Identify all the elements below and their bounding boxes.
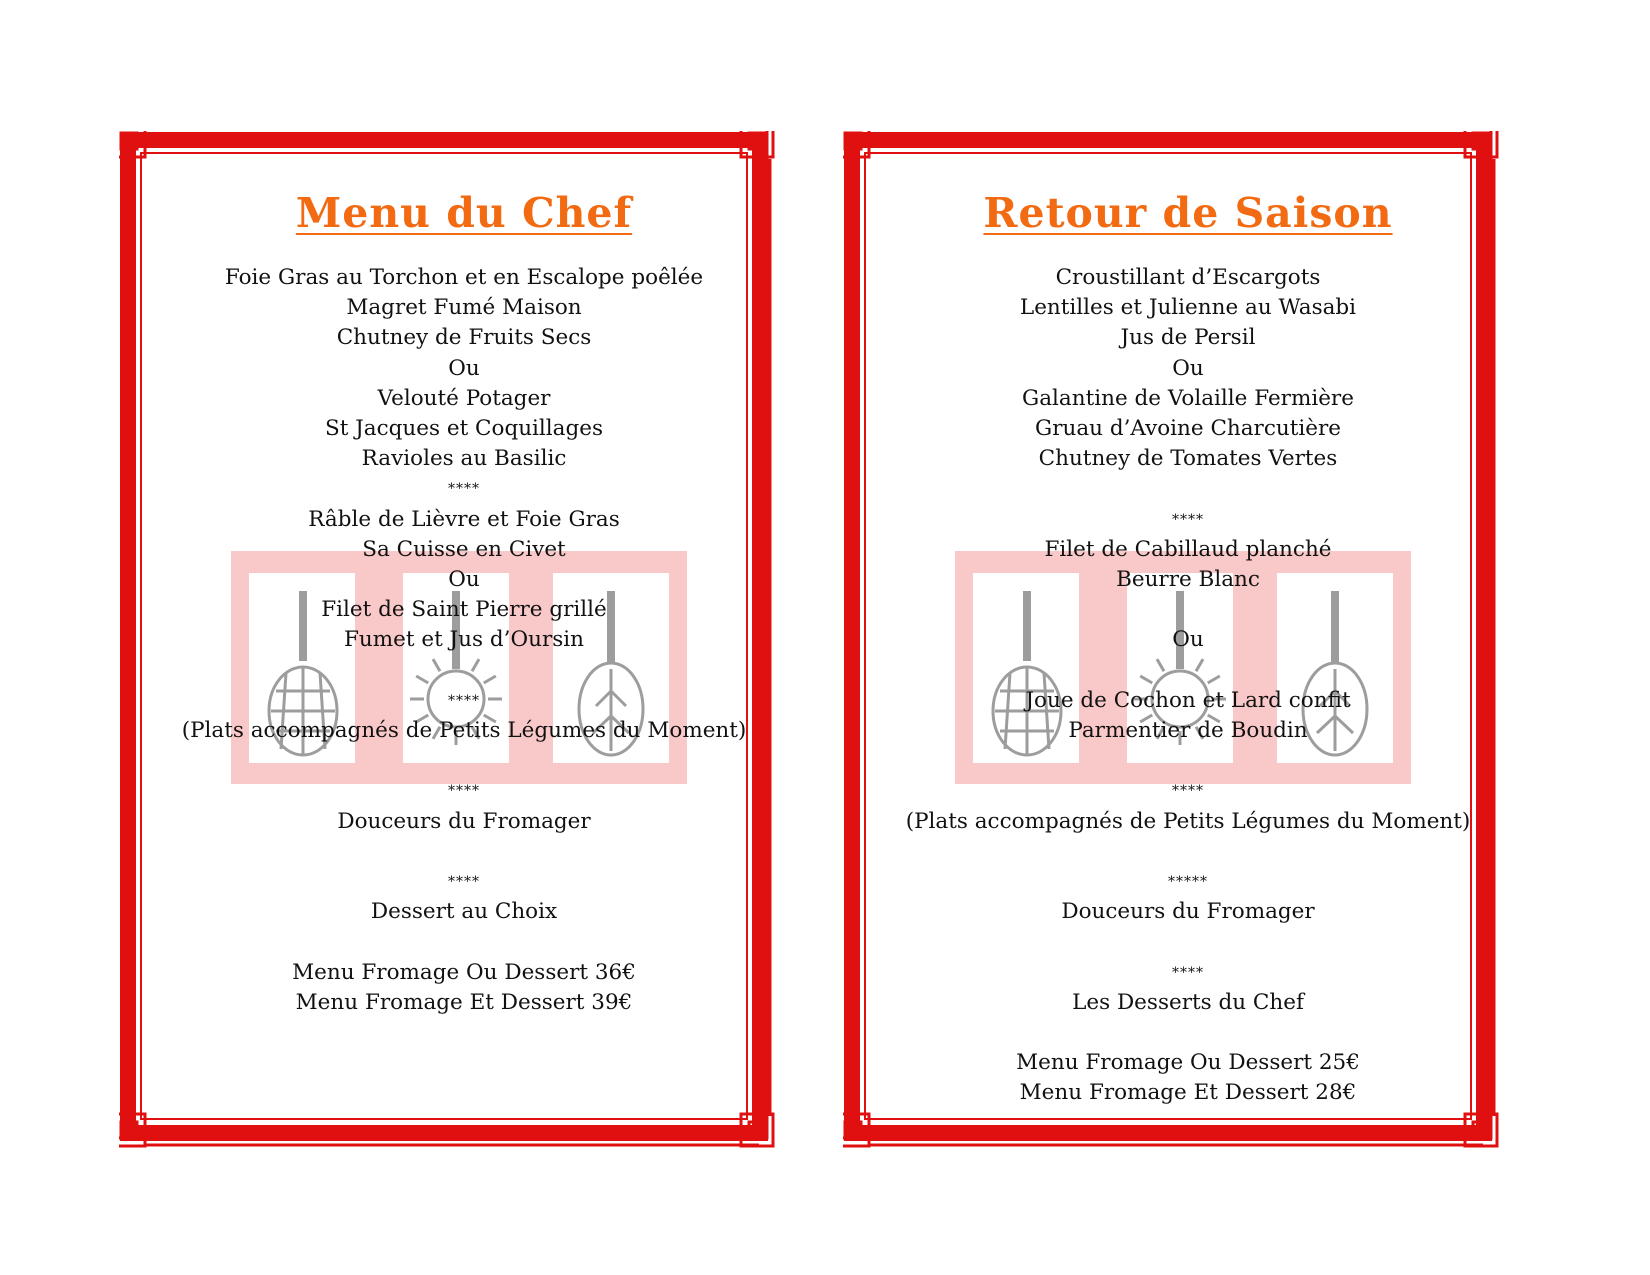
menu-lines	[873, 263, 1503, 1109]
menu-line: Menu Fromage Ou Dessert 25€	[1016, 1050, 1360, 1076]
menu-line: Foie Gras au Torchon et en Escalope poêlée	[224, 265, 704, 290]
separator-stars: ****	[1172, 783, 1204, 800]
menu-line: Parmentier de Boudin	[1068, 718, 1308, 743]
menu-card-chef	[119, 131, 809, 1211]
menu-line: Filet de Saint Pierre grillé	[321, 597, 607, 623]
blank-line	[149, 656, 779, 686]
menu-line: Ou	[448, 567, 480, 593]
menu-line: (Plats accompagnés de Petits Légumes du Moment)	[181, 718, 747, 744]
menu-line: Ou	[1172, 627, 1204, 653]
menu-line: Joue de Cochon et Lard confit	[1025, 687, 1351, 713]
separator-stars: ****	[448, 874, 480, 891]
menu-line: Magret Fumé Maison	[346, 295, 582, 321]
blank-line	[149, 927, 779, 957]
menu-line: Ou	[1172, 355, 1204, 381]
blank-line	[873, 1018, 1503, 1048]
blank-line	[873, 474, 1503, 504]
menu-content	[873, 185, 1503, 1109]
menu-line: Jus de Persil	[1120, 325, 1256, 351]
blank-line	[873, 927, 1503, 957]
menu-line: Velouté Potager	[377, 385, 551, 411]
blank-line	[149, 837, 779, 867]
menu-lines	[149, 263, 779, 1018]
blank-line	[873, 595, 1503, 625]
menu-line: Douceurs du Fromager	[1061, 899, 1315, 925]
menu-line: Menu Fromage Ou Dessert 36€	[292, 959, 636, 985]
menu-line: Douceurs du Fromager	[337, 808, 591, 834]
menu-line: Râble de Lièvre et Foie Gras	[308, 506, 620, 532]
menu-line: Chutney de Tomates Vertes	[1038, 446, 1338, 472]
menu-line: Galantine de Volaille Fermière	[1022, 385, 1354, 411]
separator-stars: ****	[448, 692, 480, 709]
blank-line	[149, 746, 779, 776]
menu-line: St Jacques et Coquillages	[324, 416, 604, 442]
menu-line: Dessert au Choix	[370, 899, 558, 925]
menu-line: Fumet et Jus d’Oursin	[344, 627, 584, 653]
blank-line	[873, 837, 1503, 867]
menu-line: Croustillant d’Escargots	[1055, 265, 1321, 290]
menu-line: Beurre Blanc	[1116, 567, 1260, 593]
separator-stars: ****	[448, 783, 480, 800]
separator-stars: ****	[448, 481, 480, 498]
menu-line: Menu Fromage Et Dessert 28€	[1019, 1080, 1357, 1106]
menu-title: Retour de Saison	[983, 189, 1393, 237]
menu-line: Gruau d’Avoine Charcutière	[1035, 416, 1341, 442]
separator-stars: ****	[1172, 511, 1204, 528]
separator-stars: ****	[1172, 964, 1204, 981]
separator-stars: *****	[1168, 873, 1208, 890]
menu-line: Les Desserts du Chef	[1072, 989, 1304, 1015]
menu-line: Filet de Cabillaud planché	[1044, 536, 1332, 562]
menu-line: Sa Cuisse en Civet	[362, 536, 566, 562]
menu-content	[149, 185, 779, 1018]
menu-line: Ravioles au Basilic	[361, 446, 567, 472]
menu-card-saison	[843, 131, 1533, 1211]
blank-line	[873, 656, 1503, 686]
menu-line: (Plats accompagnés de Petits Légumes du Moment)	[905, 808, 1471, 834]
menu-title: Menu du Chef	[295, 189, 633, 237]
menu-line: Lentilles et Julienne au Wasabi	[1019, 295, 1357, 321]
menu-line: Chutney de Fruits Secs	[336, 325, 592, 351]
menu-line: Ou	[448, 355, 480, 381]
blank-line	[873, 746, 1503, 776]
menu-line: Menu Fromage Et Dessert 39€	[295, 989, 633, 1015]
